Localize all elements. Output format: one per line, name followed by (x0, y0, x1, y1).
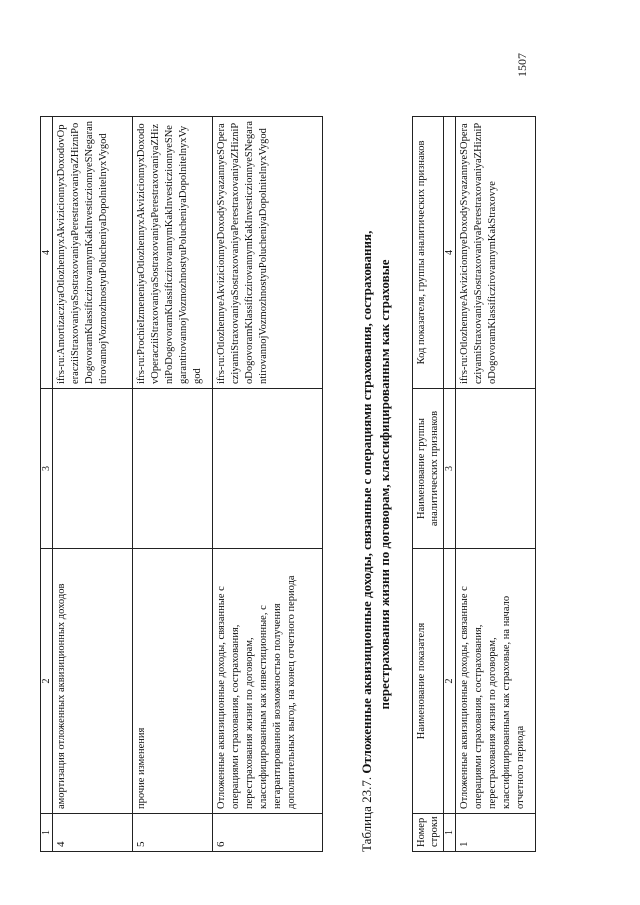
table-row (213, 117, 323, 852)
indicator-name: Отложенные аквизиционные доходы, связанные с операциями страхования, сострахования, перестрахования жизни по договорам, классифицированным как инвестиционные, с негарантированной возможностью получения дополнительных выгод, на конец отчетного периода (213, 549, 323, 814)
caption-prefix: Таблица 23.7. (359, 776, 374, 852)
indicator-code: ifrs-ru:AmortizacziyaOtlozhennyxAkvizicionnyxDoxodovOperacziiStraxovaniyaSostraxovaniyaPerestraxovaniyaZHizniPoDogovoramKlassificzirovannymKakInvesticzionnyeSNegarantirovannojVozmozhnostyuPolucheniyaDopolnitelnyxVygod (53, 117, 133, 389)
caption-title-line2: перестрахования жизни по договорам, классифицированным как страховые (377, 259, 392, 710)
column-number-row (41, 117, 53, 852)
table-row (53, 117, 133, 852)
header-indicator-code: Код показателя, группы аналитических признаков (413, 117, 444, 389)
table-continued (40, 116, 323, 852)
row-number: 6 (213, 814, 323, 852)
row-number: 1 (456, 814, 536, 852)
header-indicator-name: Наименование показателя (413, 549, 444, 814)
table-23-7 (412, 116, 536, 852)
col-number: 2 (41, 549, 53, 814)
header-group-name: Наименование группы аналитических признаков (413, 389, 444, 549)
col-number: 4 (41, 117, 53, 389)
header-row-number: Номер строки (413, 814, 444, 852)
table-row (456, 117, 536, 852)
row-number: 5 (133, 814, 213, 852)
table-row (133, 117, 213, 852)
col-number: 3 (444, 389, 456, 549)
group-name (213, 389, 323, 549)
caption-title-line1: Отложенные аквизиционные доходы, связанные с операциями страхования, сострахования, (359, 230, 374, 774)
group-name (133, 389, 213, 549)
header-row (413, 117, 444, 852)
col-number: 1 (444, 814, 456, 852)
indicator-name: прочие изменения (133, 549, 213, 814)
indicator-code: ifrs-ru:ProchieIzmeneniyaOtlozhennyxAkvizicionnyxDoxodovOperacziiStraxovaniyaSostraxovaniyaPerestraxovaniyaZHizniPoDogovoramKlassificzirovannymKakInvesticzionnyeSNegarantirovannojVozmozhnostyuPolucheniyaDopolnitelnyxVygod (133, 117, 213, 389)
row-number: 4 (53, 814, 133, 852)
col-number: 2 (444, 549, 456, 814)
table-caption (358, 117, 394, 852)
rotated-content (40, 52, 600, 852)
page-number: 1507 (515, 53, 529, 77)
indicator-code: ifrs-ru:OtlozhennyeAkvizicionnyeDoxodySvyazannyeSOperacziyamiStraxovaniyaSostraxovaniyaPerestraxovaniyaZHizniPoDogovoramKlassificzirovannymKakStraxovye (456, 117, 536, 389)
col-number: 4 (444, 117, 456, 389)
indicator-name: Отложенные аквизиционные доходы, связанные с операциями страхования, сострахования, перестрахования жизни по договорам, классифицированным как страховые, на начало отчетного периода (456, 549, 536, 814)
indicator-code: ifrs-ru:OtlozhennyeAkvizicionnyeDoxodySvyazannyeSOperacziyamiStraxovaniyaSostraxovaniyaPerestraxovaniyaZHizniPoDogovoramKlassificzirovannymKakInvesticzionnyeSNegarantirovannojVozmozhnostyuPolucheniyaDopolnitelnyxVygod (213, 117, 323, 389)
col-number: 1 (41, 814, 53, 852)
col-number: 3 (41, 389, 53, 549)
group-name (53, 389, 133, 549)
column-number-row (444, 117, 456, 852)
group-name (456, 389, 536, 549)
indicator-name: амортизация отложенных аквизиционных доходов (53, 549, 133, 814)
